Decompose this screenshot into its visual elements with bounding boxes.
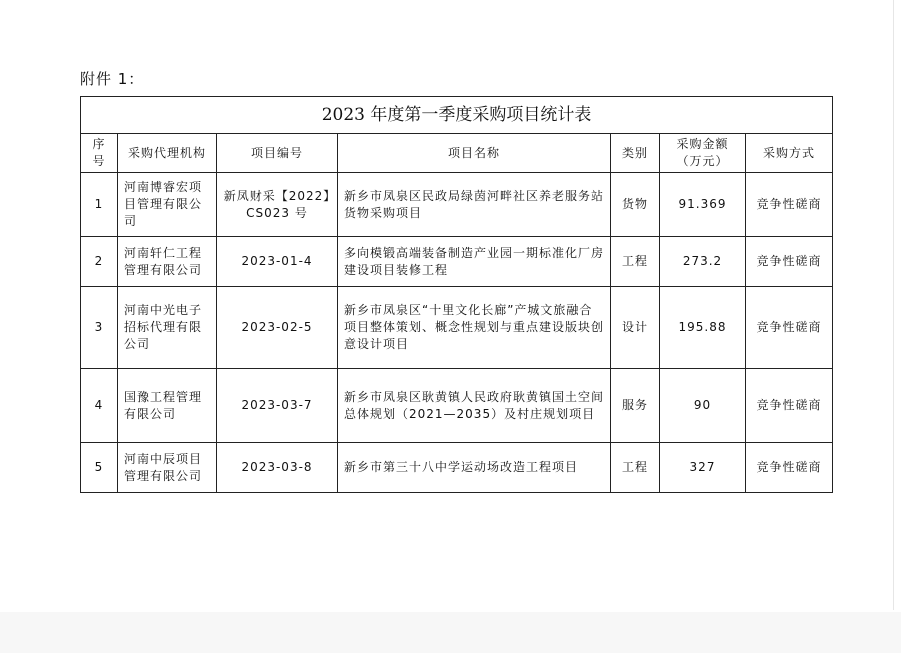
cell-method: 竞争性磋商 — [746, 237, 833, 287]
cell-project-name: 新乡市凤泉区“十里文化长廊”产城文旅融合项目整体策划、概念性规划与重点建设版块创意设计项目 — [338, 287, 611, 369]
cell-method: 竞争性磋商 — [746, 173, 833, 237]
header-category: 类别 — [611, 134, 660, 173]
cell-agency: 国豫工程管理有限公司 — [118, 369, 217, 443]
cell-seq: 5 — [81, 443, 118, 493]
cell-agency: 河南轩仁工程管理有限公司 — [118, 237, 217, 287]
cell-amount: 91.369 — [660, 173, 746, 237]
cell-method: 竞争性磋商 — [746, 369, 833, 443]
header-seq: 序号 — [81, 134, 118, 173]
cell-agency: 河南博睿宏项目管理有限公司 — [118, 173, 217, 237]
cell-project-no: 2023-01-4 — [217, 237, 338, 287]
table-row — [81, 287, 833, 369]
cell-agency: 河南中辰项目管理有限公司 — [118, 443, 217, 493]
cell-amount: 273.2 — [660, 237, 746, 287]
cell-project-no: 新凤财采【2022】CS023 号 — [217, 173, 338, 237]
scan-edge-right — [893, 0, 894, 610]
cell-amount: 90 — [660, 369, 746, 443]
header-method: 采购方式 — [746, 134, 833, 173]
table-row — [81, 443, 833, 493]
header-project-no: 项目编号 — [217, 134, 338, 173]
cell-project-no: 2023-03-8 — [217, 443, 338, 493]
table-row — [81, 237, 833, 287]
cell-agency: 河南中光电子招标代理有限公司 — [118, 287, 217, 369]
cell-project-name: 新乡市第三十八中学运动场改造工程项目 — [338, 443, 611, 493]
cell-category: 货物 — [611, 173, 660, 237]
cell-project-name: 多向模锻高端装备制造产业园一期标准化厂房建设项目装修工程 — [338, 237, 611, 287]
cell-amount: 327 — [660, 443, 746, 493]
cell-project-no: 2023-03-7 — [217, 369, 338, 443]
cell-method: 竞争性磋商 — [746, 443, 833, 493]
table-row — [81, 173, 833, 237]
table-row — [81, 369, 833, 443]
cell-category: 工程 — [611, 237, 660, 287]
cell-category: 设计 — [611, 287, 660, 369]
header-project-name: 项目名称 — [338, 134, 611, 173]
cell-seq: 4 — [81, 369, 118, 443]
header-agency: 采购代理机构 — [118, 134, 217, 173]
cell-seq: 2 — [81, 237, 118, 287]
cell-project-name: 新乡市凤泉区民政局绿茵河畔社区养老服务站货物采购项目 — [338, 173, 611, 237]
scan-edge-bottom — [0, 612, 901, 653]
cell-project-name: 新乡市凤泉区耿黄镇人民政府耿黄镇国土空间总体规划（2021—2035）及村庄规划项目 — [338, 369, 611, 443]
table-title: 2023 年度第一季度采购项目统计表 — [81, 97, 833, 134]
cell-seq: 3 — [81, 287, 118, 369]
cell-project-no: 2023-02-5 — [217, 287, 338, 369]
cell-category: 服务 — [611, 369, 660, 443]
header-amount: 采购金额（万元） — [660, 134, 746, 173]
cell-method: 竞争性磋商 — [746, 287, 833, 369]
header-row — [81, 134, 833, 173]
attachment-label: 附件 1： — [80, 70, 145, 88]
cell-seq: 1 — [81, 173, 118, 237]
cell-category: 工程 — [611, 443, 660, 493]
cell-amount: 195.88 — [660, 287, 746, 369]
procurement-table — [80, 96, 833, 493]
